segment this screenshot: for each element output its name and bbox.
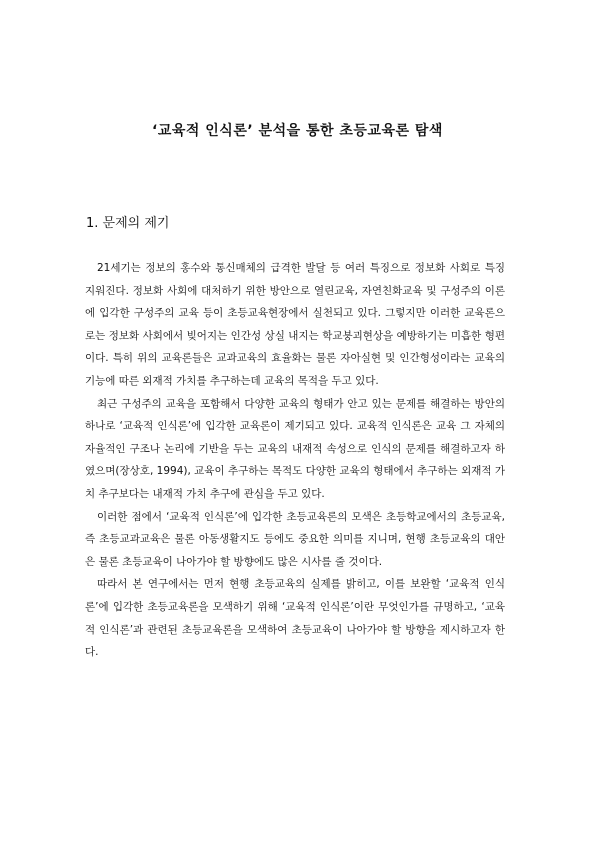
- section-heading: 1. 문제의 제기: [86, 216, 170, 231]
- paragraph: 이러한 점에서 ‘교육적 인식론’에 입각한 초등교육론의 모색은 초등학교에서의 초등교육, 즉 초등교과교육은 물론 아동생활지도 등에도 중요한 의미를 지니며, 현행 초등교육의 대안은 물론 초등교육이 나아가야 할 방향에도 많은 시사를 줄 것이다.: [85, 510, 505, 568]
- section-body: [85, 257, 505, 664]
- paragraph: 21세기는 정보의 홍수와 통신매체의 급격한 발달 등 여러 특징으로 정보화 사회로 특징 지워진다. 정보화 사회에 대처하기 위한 방안으로 열린교육, 자연친화교육 및 구성주의 이론에 입각한 구성주의 교육 등이 초등교육현장에서 실천되고 있다. 그렇지만 이러한 교육론으로는 정보화 사회에서 빚어지는 인간성 상실 내지는 학교붕괴현상을 예방하기는 미흡한 형편이다. 특히 위의 교육론들은 교과교육의 효율화는 물론 자아실현 및 인간형성이라는 교육의 기능에 따른 외재적 가치를 추구하는데 교육의 목적을 두고 있다.: [85, 262, 505, 387]
- paper-title: ‘교육적 인식론’ 분석을 통한 초등교육론 탐색: [152, 123, 443, 139]
- paragraph: 최근 구성주의 교육을 포함해서 다양한 교육의 형태가 안고 있는 문제를 해결하는 방안의 하나로 ‘교육적 인식론’에 입각한 교육론이 제기되고 있다. 교육적 인식론은 교육 그 자체의 자율적인 구조나 논리에 기반을 두는 교육의 내재적 속성으로 인식의 문제를 해결하고자 하였으며(장상호, 1994), 교육이 추구하는 목적도 다양한 교육의 형태에서 추구하는 외재적 가치 추구보다는 내재적 가치 추구에 관심을 두고 있다.: [85, 397, 505, 500]
- paragraph: 따라서 본 연구에서는 먼저 현행 초등교육의 실제를 밝히고, 이를 보완할 ‘교육적 인식론’에 입각한 초등교육론을 모색하기 위해 ‘교육적 인식론’이란 무엇인가를 규명하고, ‘교육적 인식론’과 관련된 초등교육론을 모색하여 초등교육이 나아가야 할 방향을 제시하고자 한다.: [85, 578, 505, 659]
